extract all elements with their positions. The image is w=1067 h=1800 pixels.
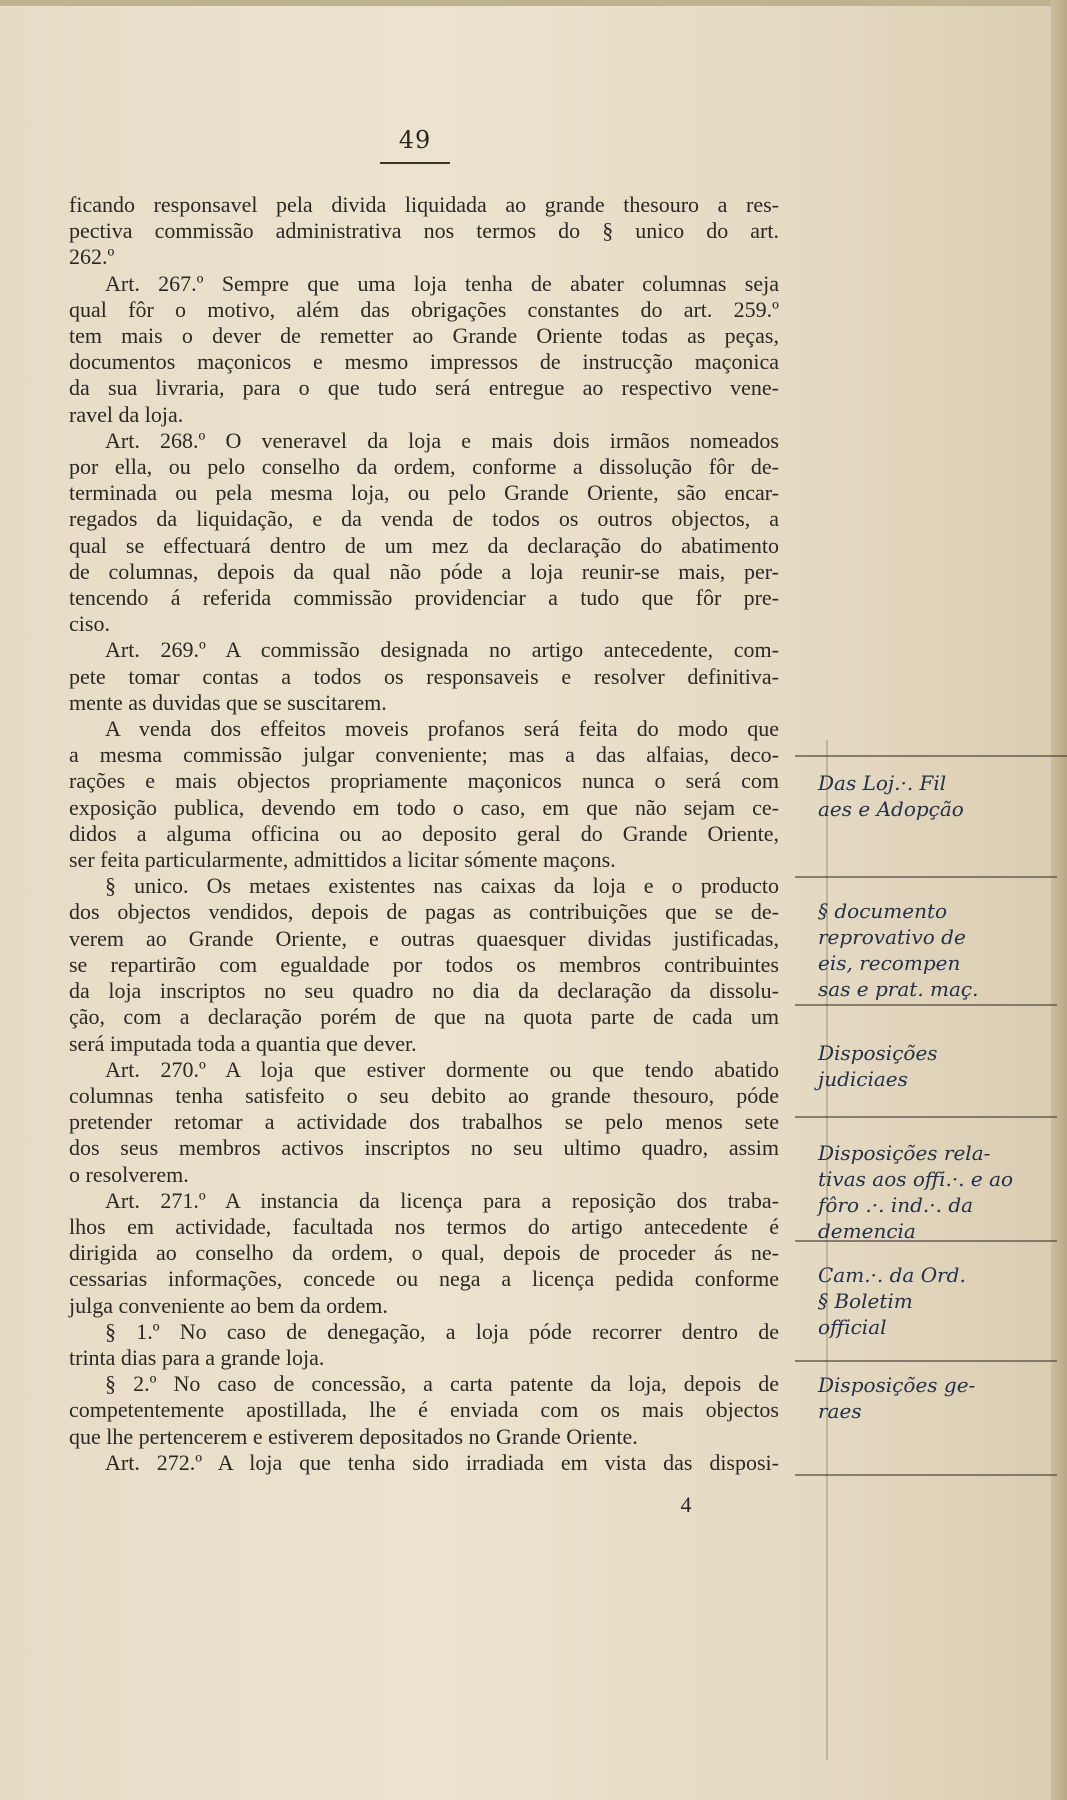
text-line: 262.º [69,244,115,270]
text-line: documentos maçonicos e mesmo impressos de instrucção maçonica [69,349,779,375]
body-text [69,192,779,1476]
margin-note-line: demencia [818,1219,916,1243]
text-line: ficando responsavel pela divida liquidada ao grande thesouro a res- [69,192,779,217]
text-line: Art. 272.º A loja que tenha sido irradiada em vista das disposi- [105,1449,779,1475]
margin-note-line: official [818,1315,887,1339]
margin-note-line: Disposições ge- [818,1373,976,1397]
margin-note-line: raes [818,1399,862,1423]
page-number-rule [380,162,450,164]
page-number: 49 [398,126,432,154]
text-line: dos objectos vendidos, depois de pagas as contribuições que se de- [69,899,779,925]
text-line: trinta dias para a grande loja. [69,1344,325,1370]
margin-note-line: Disposições [818,1041,938,1065]
text-line: dirigida ao conselho da ordem, o qual, depois de proceder ás ne- [69,1240,779,1266]
margin-note-line: sas e prat. maç. [818,977,979,1001]
margin-note [818,1040,1060,1092]
text-line: A venda dos effeitos moveis profanos será feita do modo que [105,716,779,742]
margin-note-line: eis, recompen [818,951,961,975]
margin-rule [795,1004,1057,1006]
text-line: § 2.º No caso de concessão, a carta patente da loja, depois de [105,1371,779,1397]
text-line: a mesma commissão julgar conveniente; mas a das alfaias, deco- [69,742,779,768]
margin-note-line: Disposições rela- [818,1141,991,1165]
text-line: competentemente apostillada, lhe é enviada com os mais objectos [69,1397,779,1423]
text-line: verem ao Grande Oriente, e outras quaesquer dividas justificadas, [69,925,779,951]
text-line: Art. 270.º A loja que estiver dormente ou que tendo abatido [105,1056,779,1082]
text-line: ção, com a declaração porém de que na quota parte de cada um [69,1004,779,1030]
margin-note [818,898,1060,1002]
text-line: lhos em actividade, facultada nos termos do artigo antecedente é [69,1213,779,1239]
text-line: de columnas, depois da qual não póde a loja reunir-se mais, per- [69,558,779,584]
margin-note-line: § documento [818,899,948,923]
margin-note-line: Cam.·. da Ord. [818,1263,966,1287]
text-line: Art. 267.º Sempre que uma loja tenha de abater columnas seja [105,270,779,296]
text-line: da loja inscriptos no seu quadro no dia da declaração da dissolu- [69,978,779,1004]
margin-rule [795,755,1067,757]
margin-rule [795,876,1057,878]
text-line: ciso. [69,611,110,637]
text-line: tem mais o dever de remetter ao Grande Oriente todas as peças, [69,323,779,349]
text-line: regados da liquidação, e da venda de todos os outros objectos, a [69,506,779,532]
text-line: qual se effectuará dentro de um mez da declaração do abatimento [69,532,779,558]
text-line: mente as duvidas que se suscitarem. [69,689,387,715]
margin-note-line: tivas aos offi.·. e ao [818,1167,1014,1191]
text-line: § 1.º No caso de denegação, a loja póde recorrer dentro de [105,1318,779,1344]
signature-mark: 4 [680,1492,692,1517]
margin-note-line: aes e Adopção [818,797,964,821]
margin-rule [795,1116,1057,1118]
text-line: rações e mais objectos propriamente maçonicos nunca o será com [69,768,779,794]
text-line: será imputada toda a quantia que dever. [69,1030,417,1056]
margin-note [818,770,1060,822]
margin-rule [795,1474,1057,1476]
text-line: didos a alguma officina ou ao deposito geral do Grande Oriente, [69,820,779,846]
text-line: tencendo á referida commissão providenciar a tudo que fôr pre- [69,585,779,611]
text-line: ravel da loja. [69,401,184,427]
margin-rule [795,1360,1057,1362]
text-line: terminada ou pela mesma loja, ou pelo Grande Oriente, são encar- [69,480,779,506]
text-line: § unico. Os metaes existentes nas caixas da loja e o producto [105,873,779,899]
text-line: por ella, ou pelo conselho da ordem, conforme a dissolução fôr de- [69,454,779,480]
margin-note-line: judiciaes [818,1067,908,1091]
text-line: cessarias informações, concede ou nega a licença pedida conforme [69,1266,779,1292]
text-line: qual fôr o motivo, além das obrigações constantes do art. 259.º [69,296,779,322]
text-line: julga conveniente ao bem da ordem. [69,1292,388,1318]
text-line: exposição publica, devendo em todo o caso, em que não sejam ce- [69,794,779,820]
margin-note-line: fôro .·. ind.·. da [818,1193,974,1217]
text-line: o resolverem. [69,1161,189,1187]
text-line: da sua livraria, para o que tudo será entregue ao respectivo vene- [69,375,779,401]
margin-note [818,1372,1060,1424]
text-line: ser feita particularmente, admittidos a licitar sómente maçons. [69,847,616,873]
text-line: que lhe pertencerem e estiverem depositados no Grande Oriente. [69,1423,638,1449]
page-top-edge [0,0,1067,6]
margin-note-line: § Boletim [818,1289,913,1313]
text-line: pretender retomar a actividade dos trabalhos se pelo menos sete [69,1109,779,1135]
margin-note-line: reprovativo de [818,925,966,949]
text-line: pectiva commissão administrativa nos termos do § unico do art. [69,218,779,244]
margin-note-line: Das Loj.·. Fil [818,771,947,795]
text-line: dos seus membros activos inscriptos no seu ultimo quadro, assim [69,1135,779,1161]
margin-note [818,1262,1060,1340]
margin-note [818,1140,1060,1244]
text-line: Art. 271.º A instancia da licença para a reposição dos traba- [105,1187,779,1213]
text-line: pete tomar contas a todos os responsaveis e resolver definitiva- [69,663,779,689]
paper-fold [826,740,828,1760]
text-line: Art. 269.º A commissão designada no artigo antecedente, com- [105,637,779,663]
text-line: Art. 268.º O veneravel da loja e mais dois irmãos nomeados [105,427,779,453]
text-line: se repartirão com egualdade por todos os membros contribuintes [69,951,779,977]
text-line: columnas tenha satisfeito o seu debito ao grande thesouro, póde [69,1082,779,1108]
